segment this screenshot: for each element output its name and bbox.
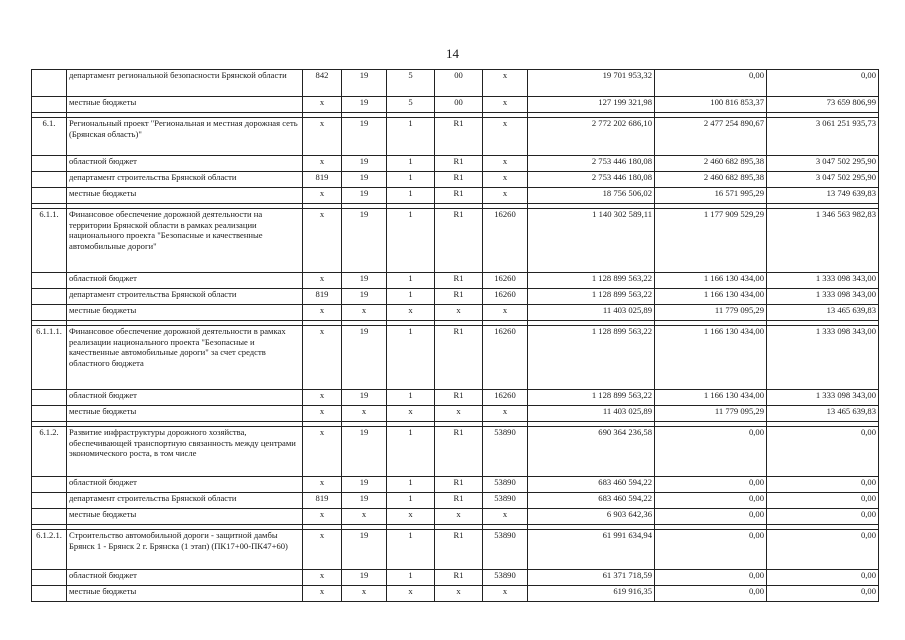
amount-year-3: 1 346 563 982,83 [767,209,879,273]
grbs-code: x [303,570,342,586]
amount-year-2: 1 166 130 434,00 [655,273,767,289]
grbs-code: x [303,118,342,156]
subsection-code: 1 [387,570,435,586]
row-code: 6.1.1. [32,209,67,273]
row-name: местные бюджеты [67,586,303,602]
table-row [32,570,879,586]
row-name: местные бюджеты [67,305,303,321]
grbs-code: x [303,188,342,204]
direction-code: 16260 [483,289,528,305]
direction-code: 16260 [483,326,528,390]
row-code: 6.1. [32,118,67,156]
row-name: местные бюджеты [67,406,303,422]
amount-year-3: 13 749 639,83 [767,188,879,204]
subsection-code: 1 [387,390,435,406]
grbs-code: x [303,326,342,390]
program-code: R1 [435,289,483,305]
direction-code: x [483,118,528,156]
row-name: областной бюджет [67,477,303,493]
amount-year-1: 1 128 899 563,22 [528,289,655,305]
amount-year-1: 1 128 899 563,22 [528,273,655,289]
row-code [32,172,67,188]
amount-year-1: 61 371 718,59 [528,570,655,586]
row-name: департамент строительства Брянской области [67,493,303,509]
grbs-code: x [303,97,342,113]
subsection-code: 1 [387,156,435,172]
amount-year-3: 0,00 [767,530,879,570]
amount-year-1: 6 903 642,36 [528,509,655,525]
row-name: департамент строительства Брянской области [67,172,303,188]
row-name: местные бюджеты [67,509,303,525]
section-code: x [342,509,387,525]
row-code [32,509,67,525]
amount-year-3: 0,00 [767,427,879,477]
section-code: 19 [342,209,387,273]
program-code: x [435,586,483,602]
amount-year-3: 0,00 [767,477,879,493]
subsection-code: 1 [387,427,435,477]
row-name: Развитие инфраструктуры дорожного хозяйства, обеспечивающей транспортную связанность между центрами экономического роста, в том числе [67,427,303,477]
table-row [32,97,879,113]
amount-year-2: 1 166 130 434,00 [655,390,767,406]
row-code [32,156,67,172]
grbs-code: x [303,305,342,321]
table-row [32,477,879,493]
amount-year-2: 2 460 682 895,38 [655,172,767,188]
amount-year-1: 127 199 321,98 [528,97,655,113]
table-row [32,188,879,204]
amount-year-2: 1 177 909 529,29 [655,209,767,273]
program-code: R1 [435,172,483,188]
amount-year-2: 11 779 095,29 [655,406,767,422]
direction-code: x [483,97,528,113]
row-name: Финансовое обеспечение дорожной деятельности на территории Брянской области в рамках реализации национального проекта "Безопасные и качественные автомобильные дороги" [67,209,303,273]
subsection-code: 5 [387,97,435,113]
direction-code: x [483,406,528,422]
page-number: 14 [446,46,459,61]
table-row [32,156,879,172]
direction-code: 16260 [483,273,528,289]
subsection-code: x [387,586,435,602]
row-code [32,390,67,406]
amount-year-1: 690 364 236,58 [528,427,655,477]
grbs-code: x [303,477,342,493]
direction-code: 16260 [483,209,528,273]
section-code: 19 [342,477,387,493]
program-code: R1 [435,530,483,570]
row-code [32,289,67,305]
subsection-code: x [387,509,435,525]
table-row [32,326,879,390]
section-code: 19 [342,326,387,390]
table-row [32,273,879,289]
amount-year-1: 11 403 025,89 [528,305,655,321]
amount-year-1: 11 403 025,89 [528,406,655,422]
program-code: R1 [435,209,483,273]
amount-year-1: 2 753 446 180,08 [528,156,655,172]
direction-code: 53890 [483,493,528,509]
amount-year-2: 0,00 [655,570,767,586]
row-code: 6.1.1.1. [32,326,67,390]
direction-code: x [483,188,528,204]
subsection-code: 1 [387,209,435,273]
direction-code: x [483,172,528,188]
section-code: 19 [342,97,387,113]
amount-year-2: 16 571 995,29 [655,188,767,204]
amount-year-1: 61 991 634,94 [528,530,655,570]
amount-year-3: 13 465 639,83 [767,305,879,321]
row-name: местные бюджеты [67,188,303,204]
subsection-code: 1 [387,493,435,509]
program-code: x [435,305,483,321]
table-row [32,509,879,525]
amount-year-1: 683 460 594,22 [528,477,655,493]
section-code: 19 [342,289,387,305]
direction-code: 53890 [483,427,528,477]
direction-code: 53890 [483,570,528,586]
row-code [32,586,67,602]
row-code [32,305,67,321]
table-row [32,586,879,602]
grbs-code: x [303,586,342,602]
table-row [32,390,879,406]
section-code: 19 [342,188,387,204]
direction-code: 16260 [483,390,528,406]
section-code: 19 [342,70,387,97]
section-code: 19 [342,118,387,156]
section-code: 19 [342,156,387,172]
amount-year-2: 0,00 [655,530,767,570]
amount-year-2: 100 816 853,37 [655,97,767,113]
amount-year-1: 1 140 302 589,11 [528,209,655,273]
subsection-code: 1 [387,273,435,289]
amount-year-3: 0,00 [767,570,879,586]
grbs-code: x [303,406,342,422]
program-code: R1 [435,570,483,586]
direction-code: 53890 [483,477,528,493]
section-code: 19 [342,493,387,509]
amount-year-1: 1 128 899 563,22 [528,390,655,406]
subsection-code: 1 [387,530,435,570]
row-name: Финансовое обеспечение дорожной деятельности в рамках реализации национального проекта "Безопасные и качественные автомобильные дороги" за счет средств областного бюджета [67,326,303,390]
amount-year-1: 19 701 953,32 [528,70,655,97]
row-code [32,406,67,422]
row-name: Строительство автомобильной дороги - защитной дамбы Брянск 1 - Брянск 2 г. Брянска (1 этап) (ПК17+00-ПК47+60) [67,530,303,570]
row-code [32,273,67,289]
amount-year-3: 0,00 [767,509,879,525]
amount-year-3: 0,00 [767,70,879,97]
section-code: 19 [342,390,387,406]
row-code [32,97,67,113]
amount-year-1: 2 753 446 180,08 [528,172,655,188]
direction-code: x [483,509,528,525]
subsection-code: x [387,305,435,321]
budget-table [31,69,879,602]
grbs-code: 842 [303,70,342,97]
grbs-code: 819 [303,493,342,509]
amount-year-2: 2 460 682 895,38 [655,156,767,172]
table-row [32,493,879,509]
amount-year-1: 2 772 202 686,10 [528,118,655,156]
subsection-code: 1 [387,477,435,493]
row-code: 6.1.2. [32,427,67,477]
amount-year-3: 1 333 098 343,00 [767,273,879,289]
table-row [32,70,879,97]
section-code: 19 [342,427,387,477]
amount-year-3: 0,00 [767,586,879,602]
amount-year-3: 3 047 502 295,90 [767,156,879,172]
amount-year-2: 0,00 [655,477,767,493]
table-row [32,406,879,422]
amount-year-3: 1 333 098 343,00 [767,326,879,390]
table-row [32,305,879,321]
program-code: R1 [435,477,483,493]
table-row [32,172,879,188]
row-name: областной бюджет [67,570,303,586]
subsection-code: 1 [387,289,435,305]
row-code [32,570,67,586]
amount-year-1: 619 916,35 [528,586,655,602]
program-code: 00 [435,97,483,113]
row-code [32,70,67,97]
program-code: R1 [435,118,483,156]
amount-year-1: 683 460 594,22 [528,493,655,509]
direction-code: x [483,156,528,172]
amount-year-1: 18 756 506,02 [528,188,655,204]
program-code: R1 [435,493,483,509]
section-code: 19 [342,570,387,586]
program-code: 00 [435,70,483,97]
amount-year-1: 1 128 899 563,22 [528,326,655,390]
amount-year-2: 11 779 095,29 [655,305,767,321]
row-name: департамент региональной безопасности Брянской области [67,70,303,97]
grbs-code: x [303,156,342,172]
section-code: 19 [342,172,387,188]
program-code: x [435,509,483,525]
section-code: x [342,586,387,602]
amount-year-2: 0,00 [655,427,767,477]
direction-code: 53890 [483,530,528,570]
section-code: 19 [342,530,387,570]
amount-year-2: 0,00 [655,509,767,525]
section-code: x [342,406,387,422]
subsection-code: 1 [387,172,435,188]
row-name: Региональный проект "Региональная и местная дорожная сеть (Брянская область)" [67,118,303,156]
amount-year-3: 0,00 [767,493,879,509]
row-name: местные бюджеты [67,97,303,113]
grbs-code: 819 [303,289,342,305]
amount-year-3: 1 333 098 343,00 [767,390,879,406]
table-row [32,209,879,273]
row-code: 6.1.2.1. [32,530,67,570]
grbs-code: x [303,209,342,273]
subsection-code: 5 [387,70,435,97]
table-row [32,289,879,305]
row-name: областной бюджет [67,390,303,406]
subsection-code: 1 [387,326,435,390]
amount-year-2: 0,00 [655,586,767,602]
program-code: R1 [435,273,483,289]
section-code: x [342,305,387,321]
program-code: R1 [435,427,483,477]
direction-code: x [483,70,528,97]
amount-year-2: 1 166 130 434,00 [655,326,767,390]
row-code [32,477,67,493]
direction-code: x [483,305,528,321]
table-row [32,427,879,477]
grbs-code: x [303,427,342,477]
table-row [32,530,879,570]
subsection-code: 1 [387,118,435,156]
row-name: областной бюджет [67,273,303,289]
amount-year-2: 2 477 254 890,67 [655,118,767,156]
row-name: областной бюджет [67,156,303,172]
program-code: R1 [435,326,483,390]
grbs-code: 819 [303,172,342,188]
amount-year-3: 13 465 639,83 [767,406,879,422]
amount-year-2: 0,00 [655,70,767,97]
section-code: 19 [342,273,387,289]
grbs-code: x [303,509,342,525]
subsection-code: 1 [387,188,435,204]
subsection-code: x [387,406,435,422]
row-code [32,493,67,509]
table-row [32,118,879,156]
direction-code: x [483,586,528,602]
amount-year-2: 1 166 130 434,00 [655,289,767,305]
program-code: R1 [435,156,483,172]
program-code: R1 [435,188,483,204]
grbs-code: x [303,273,342,289]
grbs-code: x [303,530,342,570]
amount-year-2: 0,00 [655,493,767,509]
program-code: R1 [435,390,483,406]
program-code: x [435,406,483,422]
row-name: департамент строительства Брянской области [67,289,303,305]
row-code [32,188,67,204]
amount-year-3: 1 333 098 343,00 [767,289,879,305]
grbs-code: x [303,390,342,406]
amount-year-3: 3 047 502 295,90 [767,172,879,188]
amount-year-3: 73 659 806,99 [767,97,879,113]
amount-year-3: 3 061 251 935,73 [767,118,879,156]
